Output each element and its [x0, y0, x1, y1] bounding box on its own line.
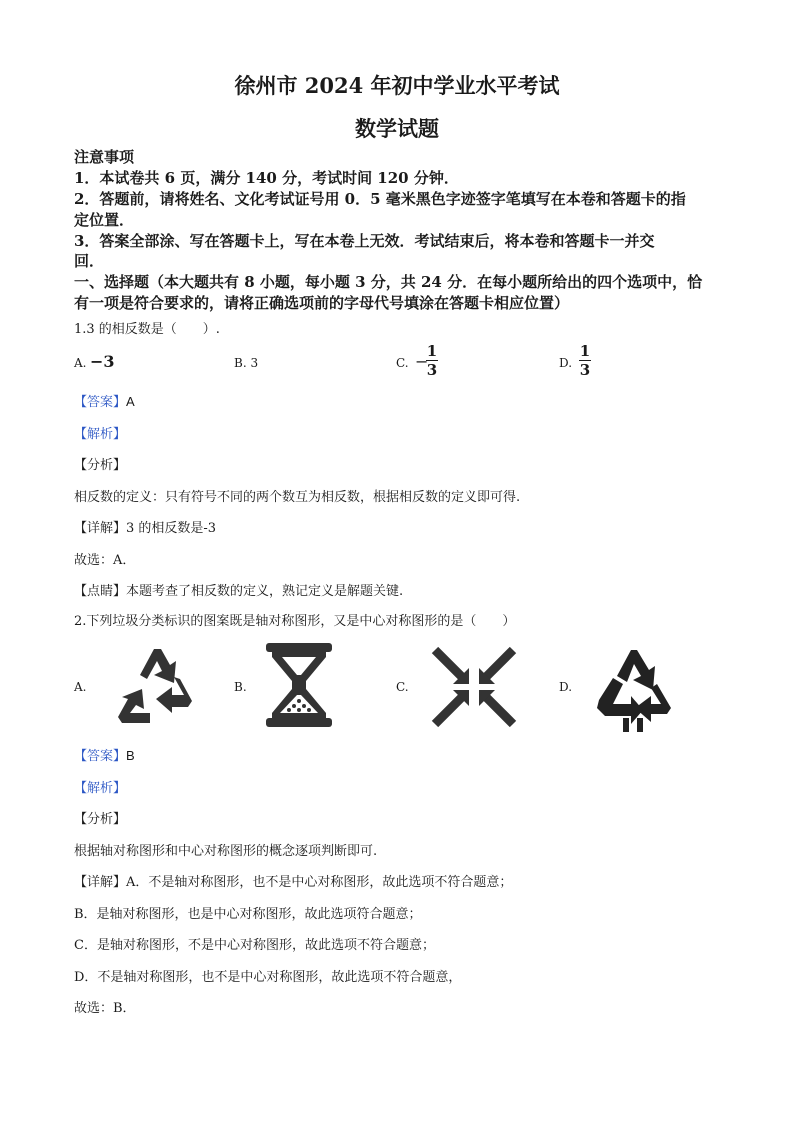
q2-analysis-tag: 【解析】: [74, 780, 127, 795]
notes-heading: 注意事项: [74, 148, 135, 166]
q1-comment: [74, 580, 403, 599]
comment-text: 本题考查了相反数的定义，熟记定义是解题关键.: [126, 584, 404, 599]
q1-option-c-sign: −: [415, 352, 429, 371]
q1-analysis-tag: 【解析】: [74, 426, 127, 441]
q2-detail-line: B．是轴对称图形，也是中心对称图形，故此选项符合题意；: [74, 907, 422, 922]
answer-value: A: [126, 394, 135, 409]
detail-text: A．不是轴对称图形，也不是中心对称图形，故此选项不符合题意；: [126, 875, 513, 890]
q1-detail: [74, 517, 216, 536]
fraction-numerator: 1: [579, 342, 591, 360]
detail-tag: 【详解】: [74, 875, 127, 890]
note-line: 定位置．: [74, 211, 135, 229]
q1-option-c-label: C.: [396, 356, 409, 370]
q2-detail-line: D．不是轴对称图形，也不是中心对称图形，故此选项不符合题意，: [74, 970, 462, 985]
q1-option-d-label: D.: [559, 356, 573, 370]
q2-detail-line: C．是轴对称图形，不是中心对称图形，故此选项不符合题意；: [74, 938, 435, 953]
q1-answer: [74, 391, 135, 410]
recycle-triangle-icon: [591, 638, 677, 734]
q1-option-d-fraction: [579, 343, 591, 378]
note-line: 回．: [74, 252, 105, 270]
note-line: 1．本试卷共 6 页，满分 140 分，考试时间 120 分钟．: [74, 169, 459, 187]
q1-choose: 故选：A．: [74, 553, 136, 568]
q1-option-a-label: A.: [74, 356, 87, 370]
detail-tag: 【详解】: [74, 521, 127, 536]
q2-option-c-label: C.: [396, 680, 409, 694]
question-2-stem: 2.下列垃圾分类标识的图案既是轴对称图形，又是中心对称图形的是（ ）: [74, 614, 516, 629]
q1-option-b: B. 3: [234, 356, 259, 370]
fraction-numerator: 1: [426, 342, 438, 360]
page-subtitle: 数学试题: [355, 116, 439, 141]
q1-option-a-value: −3: [90, 352, 115, 371]
q2-answer: [74, 745, 135, 764]
q1-fenxi-text: 相反数的定义：只有符号不同的两个数互为相反数，根据相反数的定义即可得.: [74, 490, 521, 505]
section-heading-cont: 有一项是符合要求的，请将正确选项前的字母代号填涂在答题卡相应位置）: [74, 294, 570, 312]
comment-tag: 【点睛】: [74, 584, 127, 599]
q2-option-a-label: A.: [74, 680, 87, 694]
q2-fenxi-tag: 【分析】: [74, 811, 127, 826]
four-inward-arrows-icon: [431, 646, 517, 728]
answer-tag: 【答案】: [74, 748, 127, 763]
q2-option-d-label: D.: [559, 680, 573, 694]
question-1-stem: 1.3 的相反数是（ ）.: [74, 322, 220, 337]
hourglass-icon: [264, 641, 334, 729]
note-line: 3．答案全部涂、写在答题卡上，写在本卷上无效．考试结束后，将本卷和答题卡一并交: [74, 232, 655, 250]
q2-option-b-label: B.: [234, 680, 247, 694]
answer-tag: 【答案】: [74, 394, 127, 409]
section-heading: 一、选择题（本大题共有 8 小题，每小题 3 分，共 24 分．在每小题所给出的四个选项中，恰: [74, 273, 703, 291]
answer-value: B: [126, 748, 135, 763]
q2-choose: 故选：B．: [74, 1001, 136, 1016]
detail-text: 3 的相反数是-3: [126, 521, 217, 536]
page-title: 徐州市 2024 年初中学业水平考试: [234, 73, 560, 98]
fraction-denominator: 3: [426, 361, 438, 379]
fraction-denominator: 3: [579, 361, 591, 379]
q1-option-c-fraction: [426, 343, 438, 378]
q2-detail-line: [74, 871, 512, 890]
q2-fenxi-text: 根据轴对称图形和中心对称图形的概念逐项判断即可.: [74, 844, 378, 859]
q1-fenxi-tag: 【分析】: [74, 457, 127, 472]
note-line: 2．答题前，请将姓名、文化考试证号用 0．5 毫米黑色字迹签字笔填写在本卷和答题卡的指: [74, 190, 686, 208]
recycle-triangle-arrows-icon: [108, 641, 206, 729]
